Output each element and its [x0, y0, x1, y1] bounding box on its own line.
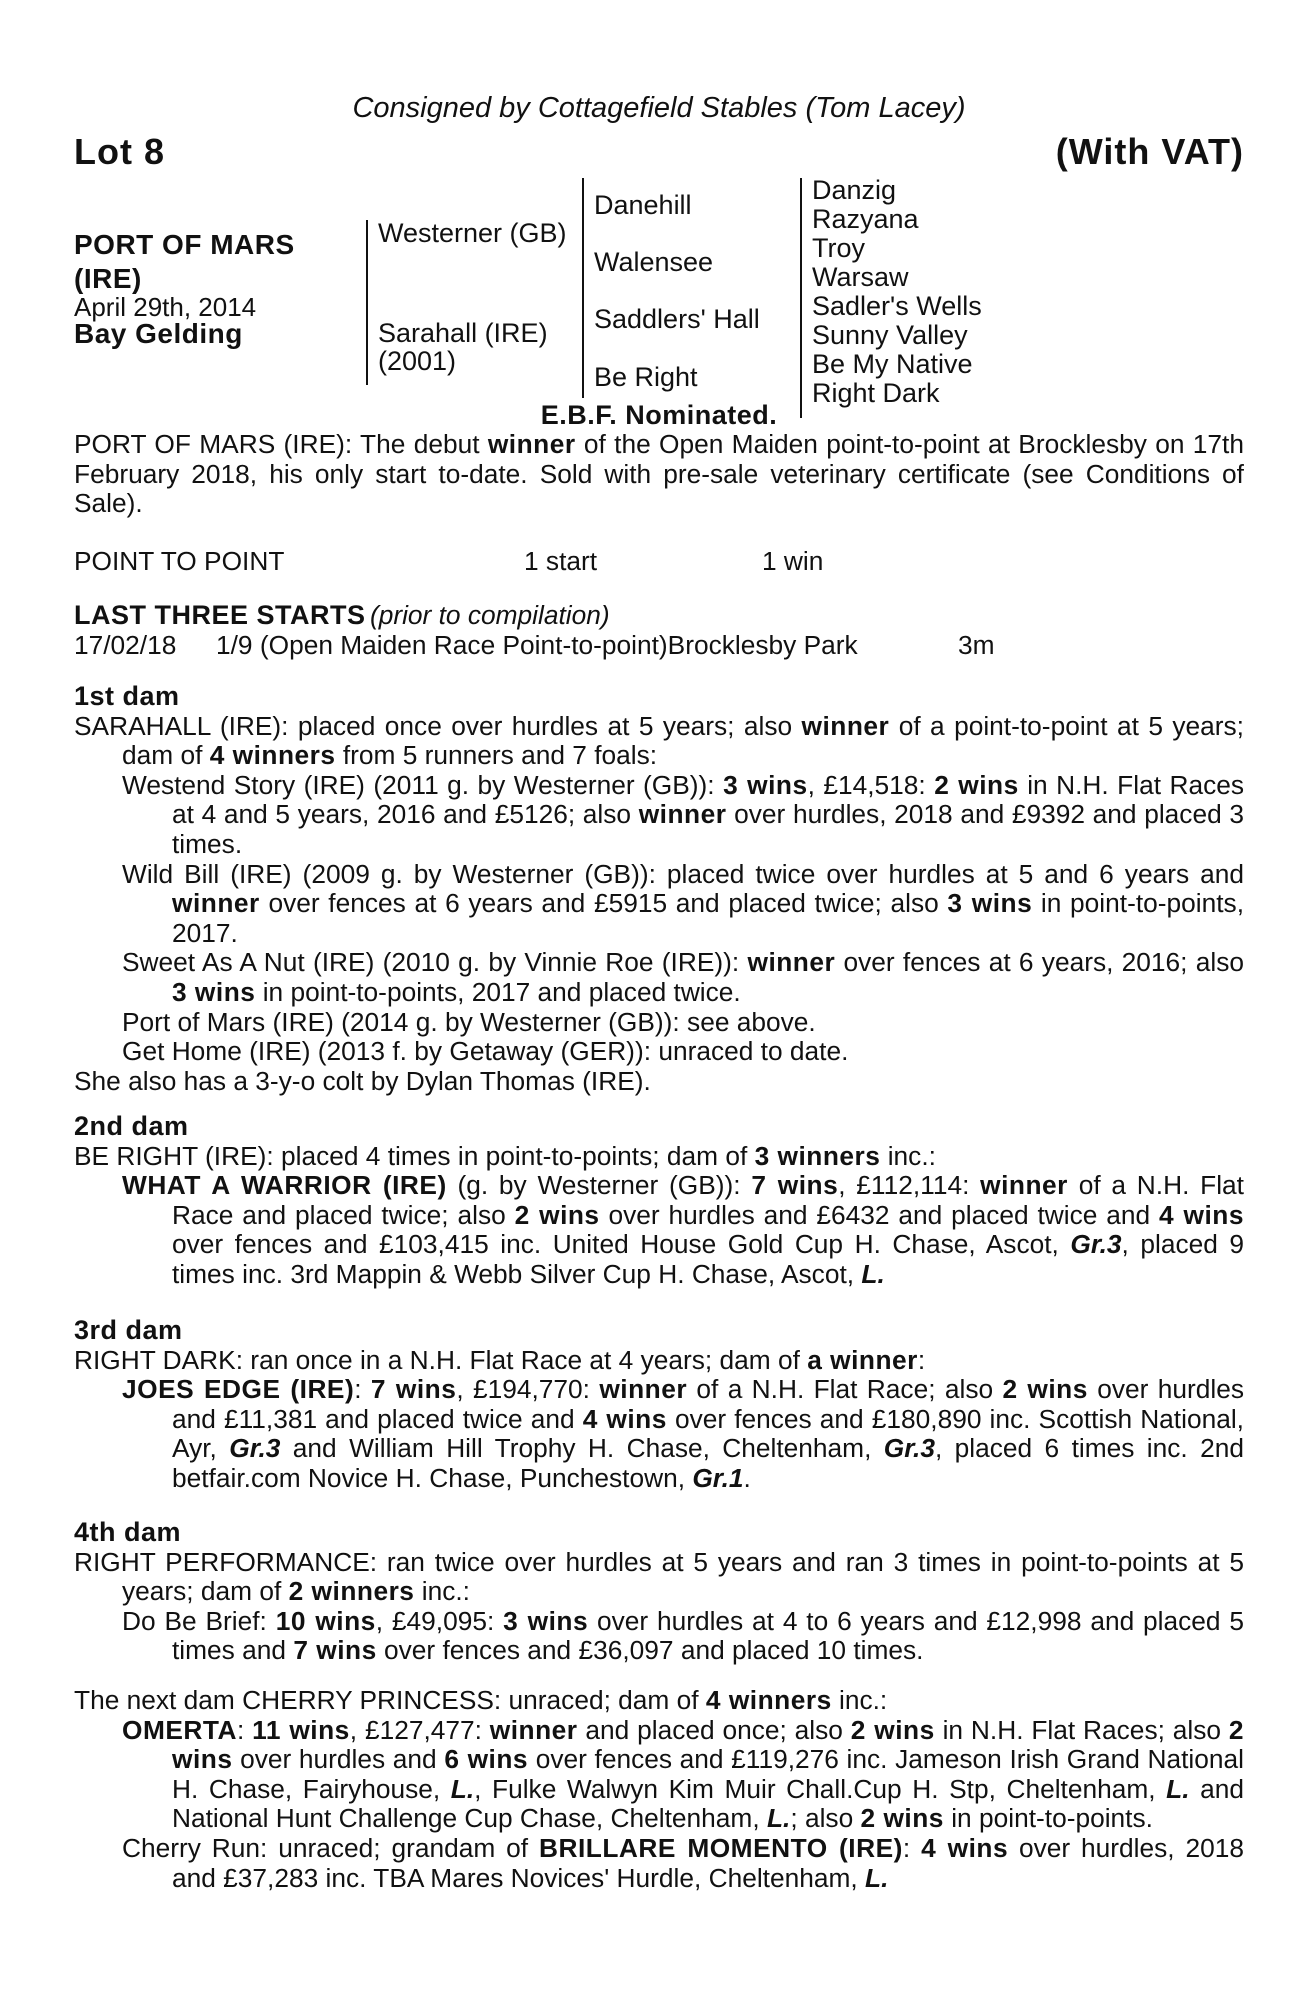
fourth-dam-intro: RIGHT PERFORMANCE: ran twice over hurdles at 5 years and ran 3 times in point-to-points at 5 years; dam of 2 winners inc.:: [74, 1546, 1244, 1607]
vat-note: (With VAT): [1055, 131, 1244, 172]
pedigree-gen2-3: Saddlers' Hall: [594, 304, 760, 334]
lot-number: Lot 8: [74, 131, 165, 172]
pedigree-gen3-7: Be My Native: [812, 349, 973, 379]
fourth-dam-foal-1: Do Be Brief: 10 wins, £49,095: 3 wins over hurdles at 4 to 6 years and £12,998 and placed 5 times and 7 wins over fences and £36,097 and placed 10 times.: [122, 1605, 1245, 1666]
last-three-heading: [74, 600, 610, 631]
last-three-title: LAST THREE STARTS: [74, 600, 366, 630]
pedigree-gen3-4: Warsaw: [812, 262, 909, 292]
third-dam-intro: RIGHT DARK: ran once in a N.H. Flat Race at 4 years; dam of a winner:: [74, 1344, 926, 1375]
next-dam-intro: The next dam CHERRY PRINCESS: unraced; dam of 4 winners inc.:: [74, 1685, 888, 1715]
next-dam-foal-2: Cherry Run: unraced; grandam of BRILLARE MOMENTO (IRE): 4 wins over hurdles, 2018 and £37,283 inc. TBA Mares Novices' Hurdle, Cheltenham, L.: [122, 1832, 1244, 1893]
pedigree-divider-2: [582, 178, 584, 398]
next-dam-section: [74, 1686, 1244, 1893]
pedigree-gen3-8: Right Dark: [812, 378, 940, 408]
pedigree-dam-line2: (2001): [378, 346, 457, 376]
record-wins: 1 win: [762, 546, 824, 576]
first-dam-foal-2: Wild Bill (IRE) (2009 g. by Westerner (GB)): placed twice over hurdles at 5 and 6 years and winner over fences at 6 years and £5915 and placed twice; also 3 wins in point-to-points, 2017.: [122, 858, 1245, 948]
horse-name-line2: (IRE): [74, 263, 142, 294]
pedigree-gen2-4: Be Right: [594, 362, 698, 392]
pedigree-gen3-3: Troy: [812, 233, 865, 263]
pedigree-gen3-5: Sadler's Wells: [812, 291, 982, 321]
first-dam-closing: She also has a 3-y-o colt by Dylan Thomas (IRE).: [74, 1065, 651, 1096]
third-dam-heading: 3rd dam: [74, 1315, 183, 1345]
record-label: POINT TO POINT: [74, 546, 285, 576]
pedigree-divider-1: [366, 220, 368, 385]
second-dam-intro: BE RIGHT (IRE): placed 4 times in point-to-points; dam of 3 winners inc.:: [74, 1140, 936, 1171]
third-dam-section: [74, 1316, 1244, 1494]
pedigree-gen2-1: Danehill: [594, 190, 692, 220]
horse-name-line1: PORT OF MARS: [74, 229, 295, 260]
intro-paragraph: [74, 430, 1244, 519]
pedigree-gen3-2: Razyana: [812, 204, 919, 234]
catalogue-page: [74, 0, 1244, 2000]
horse-sex: Bay Gelding: [74, 318, 243, 349]
first-dam-foal-5: Get Home (IRE) (2013 f. by Getaway (GER)): unraced to date.: [122, 1036, 849, 1067]
first-dam-heading: 1st dam: [74, 681, 180, 711]
intro-section: [74, 430, 1244, 519]
pedigree-gen2-2: Walensee: [594, 247, 714, 277]
horse-name: [74, 228, 295, 296]
consignor-line: Consigned by Cottagefield Stables (Tom Lacey): [352, 92, 966, 124]
fourth-dam-section: [74, 1518, 1244, 1666]
first-dam-section: [74, 682, 1244, 1096]
last-start-date: 17/02/18: [74, 630, 177, 660]
pedigree-dam-line1: Sarahall (IRE): [378, 318, 548, 348]
second-dam-section: [74, 1112, 1244, 1290]
last-start-distance: 3m: [958, 630, 995, 660]
third-dam-foal-1: JOES EDGE (IRE): 7 wins, £194,770: winner of a N.H. Flat Race; also 2 wins over hurdles and £11,381 and placed twice and 4 wins over fences and £180,890 inc. Scottish National, Ayr, Gr.3 and William Hill Trophy H. Chase, Cheltenham, Gr.3, placed 6 times inc. 2nd betfair.com Novice H. Chase, Punchestown, Gr.1.: [122, 1374, 1244, 1493]
last-three-note: (prior to compilation): [369, 600, 610, 630]
second-dam-heading: 2nd dam: [74, 1111, 189, 1141]
foaling-date: April 29th, 2014: [74, 292, 257, 322]
intro-bold: winner: [487, 429, 576, 459]
last-start-result: 1/9 (Open Maiden Race Point-to-point)Brocklesby Park: [216, 630, 858, 660]
first-dam-foal-3: Sweet As A Nut (IRE) (2010 g. by Vinnie Roe (IRE)): winner over fences at 6 years, 2016; also 3 wins in point-to-points, 2017 and placed twice.: [122, 947, 1244, 1007]
fourth-dam-heading: 4th dam: [74, 1517, 182, 1547]
ebf-nominated: E.B.F. Nominated.: [540, 400, 778, 430]
intro-text: of the Open Maiden point-to-point at Brocklesby on 17th February 2018, his only start to-date. Sold with pre-sale veterinary certificate (see Conditions of Sale).: [74, 429, 1244, 519]
first-dam-intro: SARAHALL (IRE): placed once over hurdles at 5 years; also winner of a point-to-point at 5 years; dam of 4 winners from 5 runners and 7 foals:: [74, 710, 1244, 771]
intro-text: PORT OF MARS (IRE): The debut: [74, 429, 488, 459]
record-starts: 1 start: [524, 546, 598, 576]
first-dam-foal-4: Port of Mars (IRE) (2014 g. by Westerner (GB)): see above.: [122, 1006, 816, 1037]
pedigree-divider-3: [800, 178, 802, 418]
pedigree-gen3-1: Danzig: [812, 175, 897, 205]
next-dam-foal-1: OMERTA: 11 wins, £127,477: winner and placed once; also 2 wins in N.H. Flat Races; also 2 wins over hurdles and 6 wins over fences and £119,276 inc. Jameson Irish Grand National H. Chase, Fairyhouse, L., Fulke Walwyn Kim Muir Chall.Cup H. Stp, Cheltenham, L. and National Hunt Challenge Cup Chase, Cheltenham, L.; also 2 wins in point-to-points.: [122, 1714, 1244, 1834]
pedigree-sire: Westerner (GB): [378, 218, 567, 248]
second-dam-foal-1: WHAT A WARRIOR (IRE) (g. by Westerner (GB)): 7 wins, £112,114: winner of a N.H. Flat Race and placed twice; also 2 wins over hurdles and £6432 and placed twice and 4 wins over fences and £103,415 inc. United House Gold Cup H. Chase, Ascot, Gr.3, placed 9 times inc. 3rd Mappin & Webb Silver Cup H. Chase, Ascot, L.: [122, 1170, 1245, 1289]
first-dam-foal-1: Westend Story (IRE) (2011 g. by Westerner (GB)): 3 wins, £14,518: 2 wins in N.H. Flat Races at 4 and 5 years, 2016 and £5126; also winner over hurdles, 2018 and £9392 and placed 3 times.: [122, 769, 1244, 859]
pedigree-gen3-6: Sunny Valley: [812, 320, 968, 350]
